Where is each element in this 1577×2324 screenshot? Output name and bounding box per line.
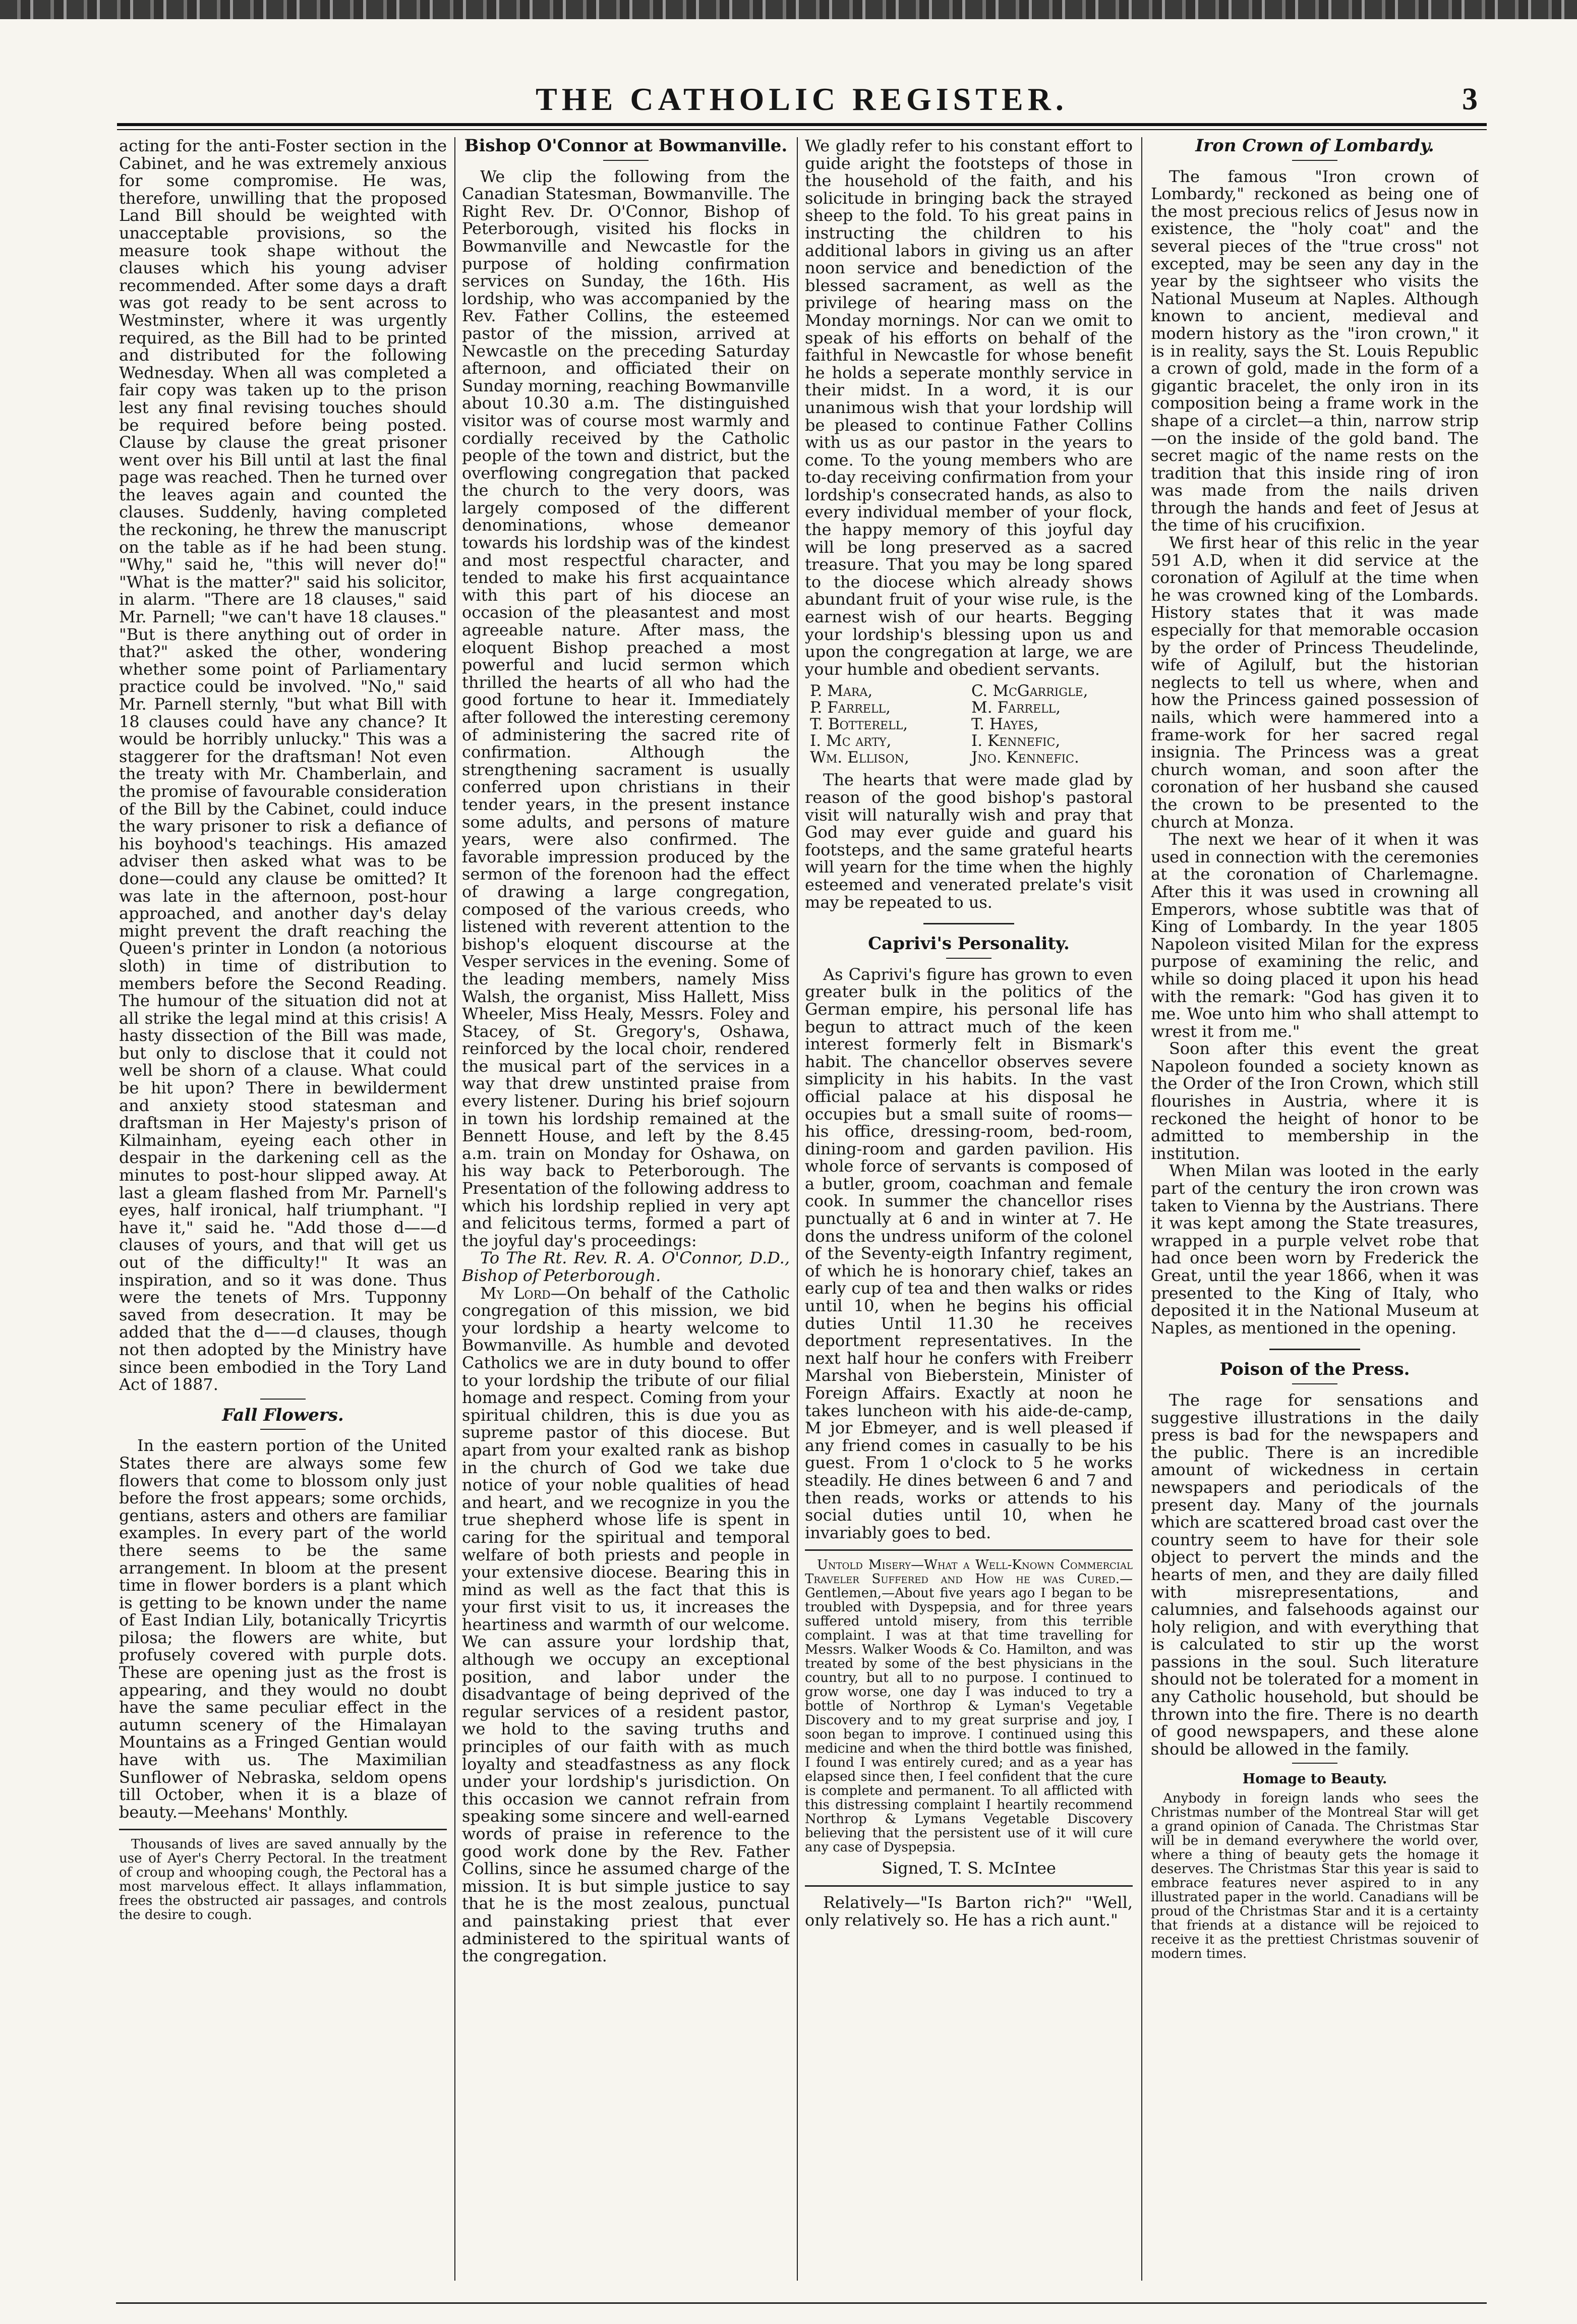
masthead: [116, 76, 1488, 121]
signer: P. Farrell,: [810, 699, 891, 717]
homage-beauty-heading: Homage to Beauty.: [1242, 1771, 1387, 1787]
poison-press-text: The rage for sensations and suggestive illustrations in the daily press is bad for the newspapers and the public. There is an incredible amount of wickedness in certain newspapers and periodicals of the present day. Many of the journals which are scattered broad cast over the country seem to have for their sole object to pervert the minds and the hearts of men, and they are daily filled with misrepresentations, and calumnies, and falsehoods against our holy religion, and with everything that is calculated to stir up the worst passions in the soul. Such literature should not be tolerated for a moment in any Catholic household, but should be thrown into the fire. There is no dearth of good newspapers, and these alone should be allowed in the family.: [1151, 1390, 1479, 1759]
iron-crown-text-1: The famous "Iron crown of Lombardy," reckoned as being one of the most precious relics of Jesus now in existence, the "holy coat" and the several pieces of the "true cross" not excepted, may be seen any day in the year by the sightseer who visits the National Museum at Naples. Although known to ancient, medieval and modern history as the "iron crown," it is in reality, says the St. Louis Republic a crown of gold, made in the form of a gigantic bracelet, the only iron in its composition being a frame work in the shape of a circlet—a thin, narrow strip —on the inside of the gold band. The secret magic of the name rests on the tradition that this inside ring of iron was made from the nails driven through the hands and feet of Jesus at the time of his crucifixion.: [1151, 166, 1479, 535]
closing-text: The hearts that were made glad by reason of the good bishop's pastoral visit will naturally wish and pray that God may ever guide and guard his footsteps, and the same grateful hearts will yearn for the time when the highly esteemed and venerated prelate's visit may be repeated to us.: [805, 770, 1133, 912]
masthead-rule-thin: [117, 129, 1487, 130]
scan-top-edge: [0, 0, 1577, 19]
column-divider: [797, 137, 798, 2281]
iron-crown-text-5: When Milan was looted in the early part of the century the iron crown was taken to Vienna by the Austrians. There it was kept among the State treasures, wrapped in a purple velvet robe that had once been worn by Frederick the Great, until the year 1866, when it was presented to the King of Italy, who deposited it in the National Museum at Naples, as mentioned in the opening.: [1151, 1161, 1479, 1338]
address-salutation: My Lord: [480, 1283, 551, 1303]
ornamental-separator: [805, 917, 1133, 929]
column-4: [1151, 137, 1479, 2281]
separator: [603, 160, 649, 161]
signer: Wm. Ellison,: [810, 748, 909, 767]
separator: [260, 1429, 306, 1430]
iron-crown-heading: Iron Crown of Lombardy.: [1195, 137, 1434, 156]
signer: C. McGarrigle,: [971, 682, 1088, 701]
separator: [260, 1399, 306, 1400]
column-divider: [1141, 137, 1142, 2281]
iron-crown-text-3: The next we hear of it when it was used in connection with the ceremonies at the coronation of Charlemagne. After this it was used in crowning all Emperors, whose subtitle was that of King of Lombardy. In the year 1805 Napoleon visited Milan for the express purpose of examining the relic, and while so doing placed it upon his head with the remark: "God has given it to me. Woe unto him who shall attempt to wrest it from me.": [1151, 830, 1479, 1041]
testimonial-signature: Signed, T. S. McIntee: [882, 1858, 1056, 1878]
column-3: [805, 137, 1133, 2281]
separator: [805, 1885, 1133, 1887]
separator: [1292, 1763, 1337, 1764]
bottom-rule: [116, 2302, 1487, 2304]
column-divider: [454, 137, 455, 2281]
signer: T. Hayes,: [971, 715, 1039, 734]
signer: T. Botterell,: [810, 715, 908, 734]
untold-misery-text: Gentlemen,—About five years ago I began to be troubled with Dyspepsia, and for three years suffered untold misery, from this terrible complaint. I was at that time travelling for Messrs. Walker Woods & Co. Hamilton, and was treated by some of the best physicians in the country, but all to no purpose. I continued to grow worse, one day I was induced to try a bottle of Northrop & Lyman's Vegetable Discovery and to my great surprise and joy, I soon began to improve. I continued using this medicine and when the third bottle was finished, I found I was entirely cured; and as a year has elapsed since then, I feel confident that the cure is complete and permanent. To all afflicted with this distressing complaint I heartily recommend Northrop & Lymans Vegetable Discovery believing that the persistent use of it will cure any case of Dyspepsia.: [805, 1586, 1133, 1855]
page-number: 3: [1462, 82, 1478, 117]
separator: [1292, 160, 1337, 161]
address-continuation-text: We gladly refer to his constant effort to guide aright the footsteps of those in the household of the faith, and his solicitude in bringing back the strayed sheep to the fold. To his great pains in instructing the children to his additional labors in giving us an after noon service and benediction of the blessed sacrament, as well as the privilege of hearing mass on the Monday mornings. Nor can we omit to speak of his efforts on behalf of the faithful in Newcastle for whose benefit he holds a seperate monthly service in their midst. In a word, it is our unanimous wish that your lordship will be pleased to continue Father Collins with us as our pastor in the years to come. To the young members who are to-day receiving confirmation from your lordship's consecrated hands, as also to every individual member of your flock, the happy memory of this joyful day will be long preserved as a sacred treasure. That you may be long spared to the diocese which already shows abundant fruit of your wise rule, is the earnest wish of our hearts. Begging your lordship's blessing upon us and upon the congregation at large, we are your humble and obedient servants.: [805, 137, 1133, 679]
column-1: [119, 137, 447, 2281]
separator: [946, 958, 991, 959]
caprivi-text: As Caprivi's figure has grown to even greater bulk in the politics of the German empire, his personal life has begun to attract much of the keen interest formerly felt in Bismark's habit. The chancellor observes severe simplicity in his habits. In the vast official palace at his disposal he occupies but a small suite of rooms—his office, dressing-room, bed-room, dining-room and garden pavilion. His whole force of servants is composed of a butler, groom, coachman and female cook. In summer the chancellor rises punctually at 6 and in winter at 7. He dons the undress uniform of the colonel of the Seventy-eigth Infantry regiment, of which he is honorary chief, takes an early cup of tea and then walks or rides until 10, when he begins his official duties Until 11.30 he receives deportment representatives. In the next half hour he confers with Freiberr Marshal von Bieberstein, Minister of Foreign Affairs. Exactly at noon he takes luncheon with his aide-de-camp, M jor Ebmeyer, and is well pleased if any friend comes in casually to be his guest. From 1 o'clock to 5 he works steadily. He dines between 6 and 7 and then reads, works or attends to his social duties until 10, when he invariably goes to bed.: [805, 964, 1133, 1542]
caprivi-heading: Caprivi's Personality.: [868, 934, 1070, 954]
ayer-pectoral-notice: Thousands of lives are saved annually by the use of Ayer's Cherry Pectoral. In the treatment of croup and whooping cough, the Pectoral has a most marvelous effect. It allays inflammation, frees the obstructed air passages, and controls the desire to cough.: [119, 1837, 447, 1923]
address-text: —On behalf of the Catholic congregation of this mission, we bid your lordship a hearty welcome to Bowmanville. As humble and devoted Catholics we are in duty bound to offer to your lordship the tribute of our filial homage and respect. Coming from your spiritual children, this is due you as supreme pastor of this diocese. But apart from your exalted rank as bishop in the church of God we take due notice of your noble qualities of head and heart, and we recognize in you the true shepherd whose life is spent in caring for the spiritual and temporal welfare of both priests and people in your extensive diocese. Bearing this in mind as well as the fact that this is your first visit to us, it increases the heartiness and warmth of our welcome. We can assure your lordship that, although we occupy an exceptional position, and labor under the disadvantage of being deprived of the regular services of a resident pastor, we hold to the saving truths and principles of our faith with as much loyalty and steadfastness as any flock under your lordship's jurisdiction. On this occasion we cannot refrain from speaking some sincere and well-earned words of praise in reference to the good work done by the Rev. Father Collins, since he assumed charge of the mission. It is but simple justice to say that he is the most zealous, punctual and painstaking priest that ever administered to the spiritual wants of the congregation.: [462, 1283, 790, 1966]
signer: Jno. Kennefic.: [971, 748, 1079, 767]
signer: I. Kennefic,: [971, 732, 1061, 750]
separator: [1292, 1383, 1337, 1384]
signers-list: [805, 683, 1133, 766]
bishop-visit-text: We clip the following from the Canadian Statesman, Bowmanville. The Right Rev. Dr. O'Connor, Bishop of Peterborough, visited his flocks in Bowmanville and Newcastle for the purpose of holding confirmation services on Sunday, the 16th. His lordship, who was accompanied by the Rev. Father Collins, the esteemed pastor of the mission, arrived at Newcastle on the preceding Saturday afternoon, and officiated their on Sunday morning, reaching Bowmanville about 10.30 a.m. The distinguished visitor was of course most warmly and cordially received by the Catholic people of the town and district, but the overflowing congregation that packed the church to the very doors, was largely composed of the different denominations, whose demeanor towards his lordship was of the kindest and most respectful character, and tended to make his first acquaintance with this part of his diocese an occasion of the pleasantest and most agreeable nature. After mass, the eloquent Bishop preached a most powerful and lucid sermon which thrilled the hearts of all who had the good fortune to hear it. Immediately after followed the interesting ceremony of administering the sacred rite of confirmation. Although the strengthening sacrament is usually conferred upon christians in their tender years, in the present instance some adults, and persons of mature years, were also confirmed. The favorable impression produced by the sermon of the forenoon had the effect of drawing a large congregation, composed of the various creeds, who listened with reverent attention to the bishop's eloquent discourse at the Vesper services in the evening. Some of the leading members, namely Miss Walsh, the organist, Miss Hallett, Miss Wheeler, Miss Healy, Messrs. Foley and Stacey, of St. Gregory's, Oshawa, reinforced by the local choir, rendered the musical part of the services in a way that drew unstinted praise from every listener. During his brief sojourn in town his lordship remained at the Bennett House, and left by the 8.45 a.m. train on Monday for Oshawa, on his way back to Peterborough. The Presentation of the following address to which his lordship replied in very apt and felicitous terms, formed a part of the joyful day's proceedings:: [462, 166, 790, 1250]
untold-misery-heading: Untold Misery—What a Well-Known Commercial Traveler Suffered and How he was Cured.—: [805, 1557, 1133, 1587]
ornamental-separator: [1151, 1343, 1479, 1355]
iron-crown-text-4: Soon after this event the great Napoleon founded a society known as the Order of the Iron Crown, which still flourishes in Austria, where it is reckoned the height of honor to be admitted to membership in the institution.: [1151, 1039, 1479, 1163]
address-recipient: To The Rt. Rev. R. A. O'Connor, D.D., Bishop of Peterborough.: [462, 1248, 790, 1285]
parnell-story-text: acting for the anti-Foster section in the Cabinet, and he was extremely anxious for some compromise. He was, therefore, unwilling that the proposed Land Bill should be weighted with unacceptable provisions, so the measure took shape without the clauses which his young adviser recommended. After some days a draft was got ready to be sent across to Westminster, where it was urgently required, as the Bill had to be printed and distributed for the following Wednesday. When all was completed a fair copy was taken up to the prison lest any final revising touches should be required before being posted. Clause by clause the great prisoner went over his Bill until at last the final page was reached. Then he turned over the leaves again and counted the clauses. Suddenly, having completed the reckoning, he threw the manuscript on the table as if he had been stung. "Why," said he, "this will never do!" "What is the matter?" said his solicitor, in alarm. "There are 18 clauses," said Mr. Parnell; "we can't have 18 clauses." "But is there anything out of order in that?" asked the other, wondering whether some point of Parliamentary practice could be involved. "No," said Mr. Parnell sternly, "but what Bill with 18 clauses could have any chance? It would be horribly unlucky." This was a staggerer for the draftsman! Not even the treaty with Mr. Chamberlain, and the promise of favourable consideration of the Bill by the Cabinet, could induce the wary prisoner to risk a defiance of his boyhood's teachings. His amazed adviser then asked what was to be done—could any clause be omitted? It was late in the afternoon, post-hour approached, and another day's delay might prevent the draft reaching the Queen's printer in London (a notorious sloth) in time of distribution to members before the Second Reading. The humour of the situation did not at all strike the legal mind at this crisis! A hasty dissection of the Bill was made, but only to disclose that it could not well be shorn of a clause. What could be hit upon? There in bewilderment and anxiety stood statesman and draftsman in Her Majesty's prison of Kilmainham, eyeing each other in despair in the darkening cell as the minutes to post-hour slipped away. At last a gleam flashed from Mr. Parnell's eyes, half ironical, half triumphant. "I have it," said he. "Add those d——d clauses of yours, and that will get us out of the difficulty!" It was an inspiration, and so it was done. Thus were the tenets of Mrs. Tupponny saved from desecration. It may be added that the d——d clauses, though not then adopted by the Ministry have since been embodied in the Tory Land Act of 1887.: [119, 137, 447, 1395]
masthead-rule-thick: [117, 123, 1487, 126]
signer: M. Farrell,: [971, 699, 1061, 717]
fall-flowers-heading: Fall Flowers.: [222, 1405, 344, 1425]
separator: [119, 1829, 447, 1830]
signer: P. Mara,: [810, 682, 873, 701]
poison-press-heading: Poison of the Press.: [1219, 1359, 1410, 1380]
column-2: [462, 137, 790, 2281]
homage-beauty-text: Anybody in foreign lands who sees the Christmas number of the Montreal Star will get a grand opinion of Canada. The Christmas Star will be in demand everywhere the world over, where a thing of beauty gets the homage it deserves. The Christmas Star this year is said to embrace features never aspired to in any illustrated paper in the world. Canadians will be proud of the Christmas Star and it is a certainty that friends at a distance will be rejoiced to receive it as the prettiest Christmas souvenir of modern times.: [1151, 1791, 1479, 1962]
bishop-oconnor-heading: Bishop O'Connor at Bowmanville.: [464, 137, 788, 156]
iron-crown-text-2: We first hear of this relic in the year 591 A.D, when it did service at the coronation of Agilulf at the time when he was crowned king of the Lombards. History states that it was made especially for that memorable occasion by the order of Princess Theudelinde, wife of Agilulf, but the historian neglects to tell us where, when and how the Princess gained possession of nails, which were hammered into a frame-work for her sacred regal insignia. The Princess was a great church woman, and soon after the coronation of her husband she caused the crown to be presented to the church at Monza.: [1151, 533, 1479, 832]
separator: [805, 1549, 1133, 1551]
signer: I. Mc arty,: [810, 732, 892, 750]
newspaper-title: THE CATHOLIC REGISTER.: [536, 81, 1068, 117]
relatively-joke: Relatively—"Is Barton rich?" "Well, only relatively so. He has a rich aunt.": [805, 1892, 1133, 1930]
fall-flowers-text: In the eastern portion of the United States there are always some few flowers that come to blossom only just before the frost appears; some orchids, gentians, asters and others are familiar examples. In every part of the world there seems to be the same arrangement. In bloom at the present time in flower borders is a plant which is getting to be known under the name of East Indian Lily, botanically Tricyrtis pilosa; the flowers are white, but profusely covered with purple dots. These are opening just as the frost is appearing, and they would no doubt have the same peculiar effect in the autumn scenery of the Himalayan Mountains as a Fringed Gentian would have with us. The Maximilian Sunflower of Nebraska, seldom opens till October, when it is a blaze of beauty.—Meehans' Monthly.: [119, 1436, 447, 1822]
